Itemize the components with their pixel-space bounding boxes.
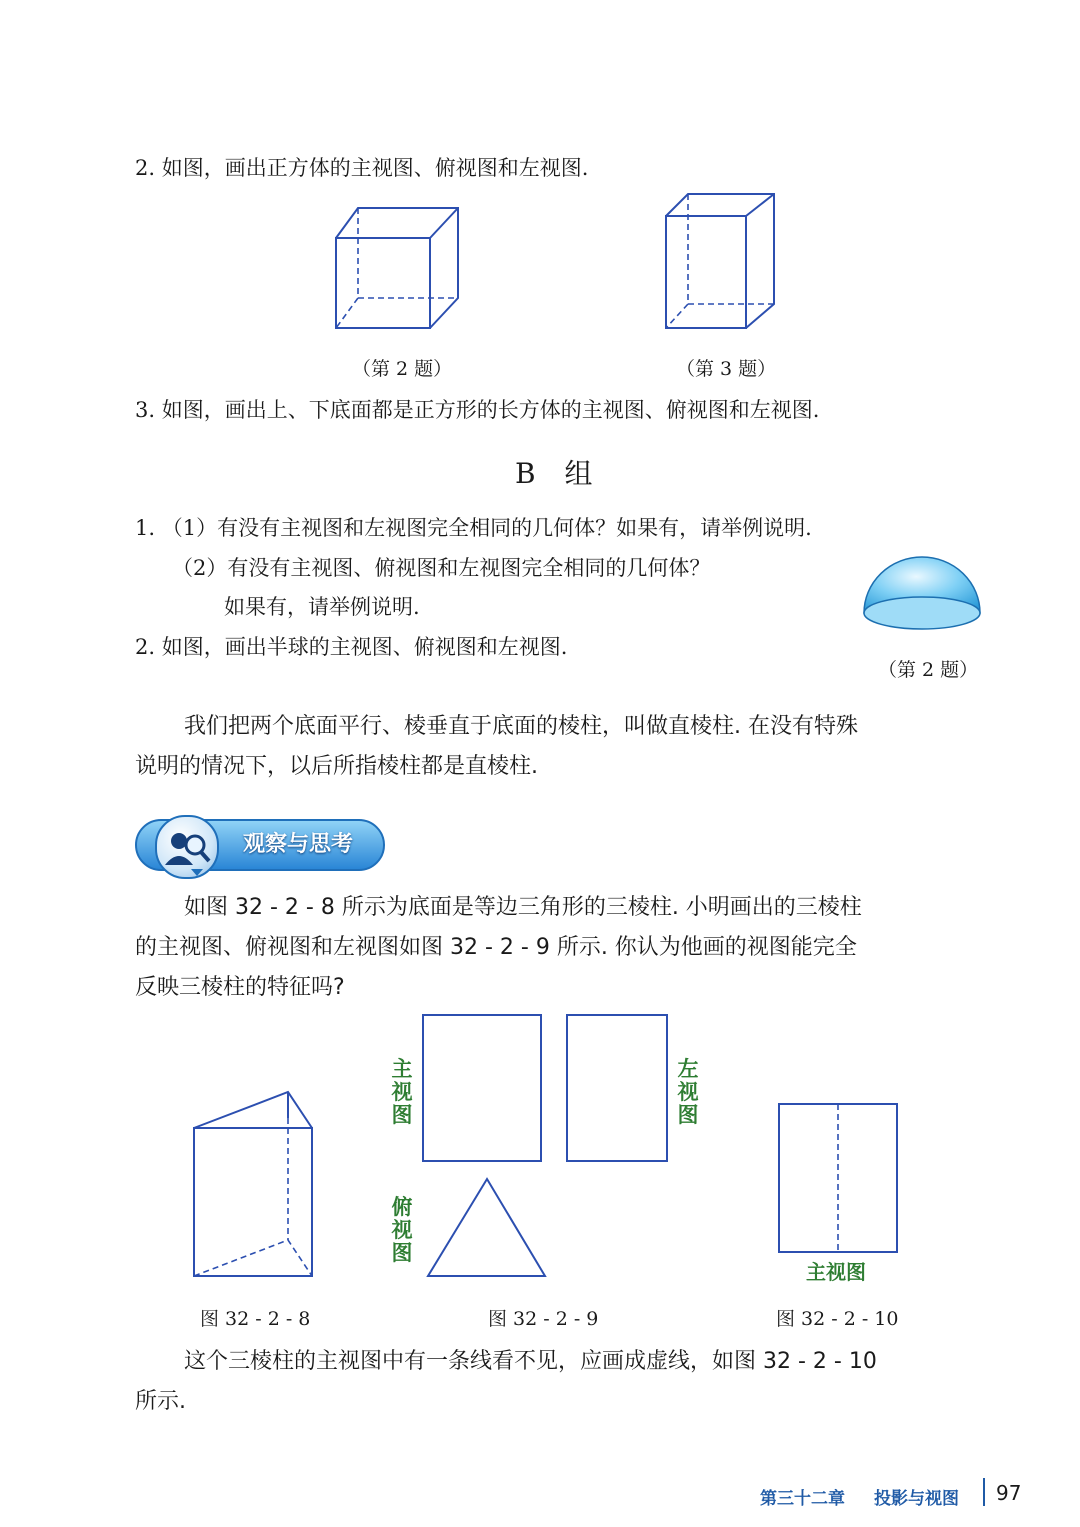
- search-person-icon: [155, 815, 219, 879]
- label-front-view: 主视图: [391, 1057, 413, 1127]
- caption-a-q2: （第 2 题）: [352, 358, 453, 380]
- exercise-b1-1-text: 1. （1）有没有主视图和左视图完全相同的几何体？如果有，请举例说明.: [135, 516, 812, 540]
- top-view-triangle: [425, 1176, 549, 1280]
- cuboid-figure: [660, 190, 790, 340]
- label-top-view: 俯视图: [391, 1195, 413, 1265]
- left-view-rect: [566, 1014, 670, 1164]
- exercise-a2-text: 2. 如图，画出正方体的主视图、俯视图和左视图.: [135, 156, 589, 180]
- caption-fig-8: 图 32 - 2 - 8: [200, 1308, 311, 1330]
- caption-b-q2: （第 2 题）: [878, 659, 979, 681]
- conclusion-line2: 所示.: [135, 1389, 186, 1414]
- definition-line2: 说明的情况下，以后所指棱柱都是直棱柱.: [135, 754, 538, 779]
- think-line3: 反映三棱柱的特征吗?: [135, 975, 345, 1000]
- corrected-front-view: [778, 1103, 900, 1255]
- exercise-a3-text: 3. 如图，画出上、下底面都是正方形的长方体的主视图、俯视图和左视图.: [135, 398, 820, 422]
- label-front-view-2: 主视图: [806, 1260, 866, 1284]
- caption-a-q3: （第 3 题）: [676, 358, 777, 380]
- footer-divider: [983, 1478, 985, 1506]
- think-line2: 的主视图、俯视图和左视图如图 32 - 2 - 9 所示. 你认为他画的视图能完全: [135, 935, 857, 960]
- exercise-b1-2-cont: 如果有，请举例说明.: [224, 595, 420, 619]
- footer-section: 投影与视图: [874, 1489, 959, 1509]
- conclusion-line1: 这个三棱柱的主视图中有一条线看不见，应画成虚线，如图 32 - 2 - 10: [184, 1349, 877, 1374]
- triangular-prism-figure: [188, 1088, 318, 1283]
- exercise-b2-text: 2. 如图，画出半球的主视图、俯视图和左视图.: [135, 635, 568, 659]
- think-line1: 如图 32 - 2 - 8 所示为底面是等边三角形的三棱柱. 小明画出的三棱柱: [184, 895, 862, 920]
- definition-line1: 我们把两个底面平行、棱垂直于底面的棱柱，叫做直棱柱. 在没有特殊: [184, 714, 858, 739]
- cube-figure: [330, 200, 470, 340]
- caption-fig-10: 图 32 - 2 - 10: [776, 1308, 899, 1330]
- page-number: 97: [996, 1481, 1022, 1505]
- group-b-title: B 组: [515, 457, 603, 490]
- exercise-b1-2-text: （2）有没有主视图、俯视图和左视图完全相同的几何体？: [172, 556, 711, 580]
- hemisphere-figure: [860, 553, 984, 637]
- front-view-rect: [422, 1014, 544, 1164]
- footer-chapter: 第三十二章: [760, 1489, 845, 1509]
- think-banner: [135, 813, 385, 877]
- caption-fig-9: 图 32 - 2 - 9: [488, 1308, 599, 1330]
- think-banner-label: 观察与思考: [243, 832, 354, 857]
- label-left-view: 左视图: [677, 1057, 699, 1127]
